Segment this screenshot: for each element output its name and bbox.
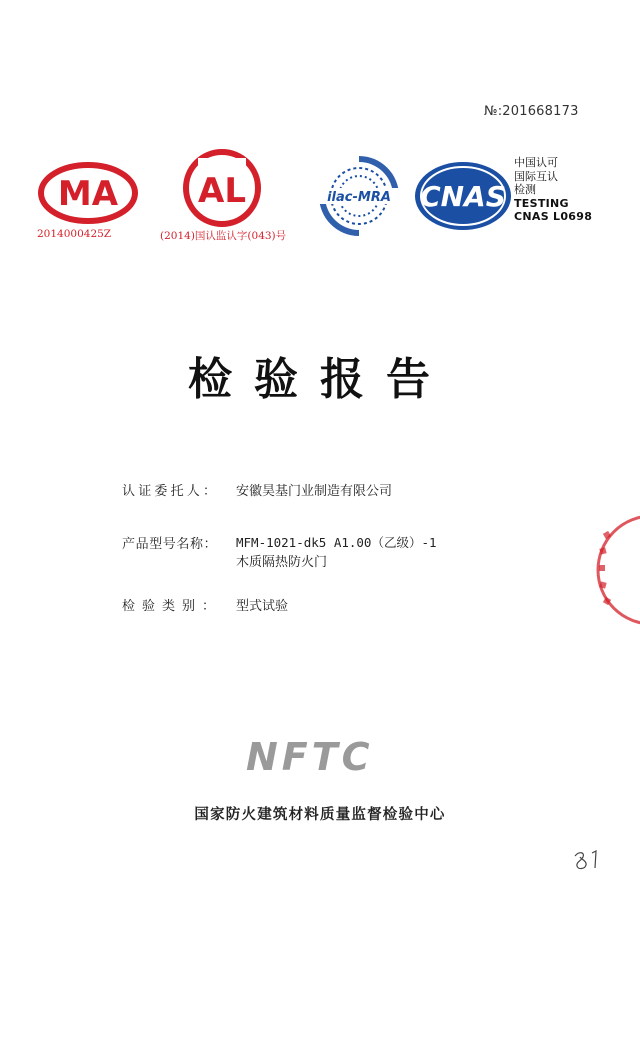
ilac-mra-logo-icon <box>314 152 404 240</box>
cma-logo-icon <box>38 162 138 224</box>
cal-code: (2014)国认监认字(043)号 <box>160 230 287 242</box>
cnas-caption <box>514 156 592 224</box>
cma-code: 2014000425Z <box>37 228 112 240</box>
ilac-mra-text: ilac-MRA <box>327 190 391 205</box>
product-model-value: MFM-1021-dk5 A1.00（乙级）-1 <box>236 535 437 550</box>
cnas-logo-text: CNAS <box>420 180 506 213</box>
cnas-logo-icon <box>412 158 514 234</box>
client-label: 认证委托人： <box>122 484 220 499</box>
cal-logo-letters: AL <box>198 171 246 211</box>
report-title: 检验报告 <box>188 354 452 405</box>
cma-logo-letters: MA <box>57 174 119 214</box>
product-name-value: 木质隔热防火门 <box>236 555 328 570</box>
nftc-brand-logo: NFTC <box>246 735 374 779</box>
cnas-caption-line: 国际互认 <box>514 169 558 183</box>
test-type-value: 型式试验 <box>236 599 289 614</box>
red-seal-stamp-icon <box>590 510 640 630</box>
product-label: 产品型号名称： <box>122 537 218 552</box>
cnas-caption-en: CNAS L0698 <box>514 210 593 223</box>
cnas-caption-line: 检测 <box>514 183 536 196</box>
cnas-caption-en: TESTING <box>514 196 569 210</box>
test-type-label: 检验类别： <box>122 599 223 614</box>
institution-name: 国家防火建筑材料质量监督检验中心 <box>194 807 446 823</box>
report-number: №:201668173 <box>484 104 579 119</box>
client-value: 安徽昊基门业制造有限公司 <box>236 484 393 499</box>
handwritten-note-icon <box>570 848 604 872</box>
cnas-caption-line: 中国认可 <box>514 156 558 169</box>
cal-logo-icon <box>178 148 266 228</box>
